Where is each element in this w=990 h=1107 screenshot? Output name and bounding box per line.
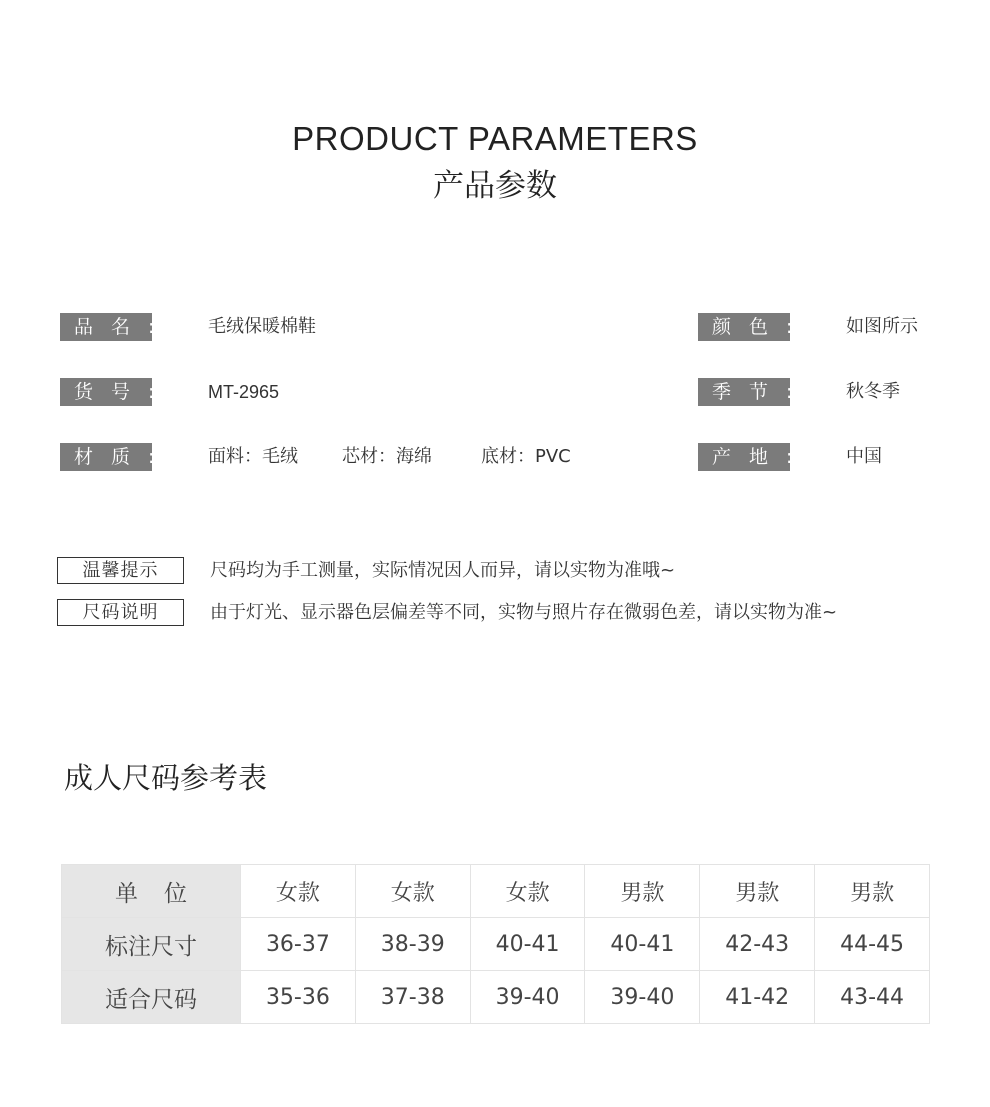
table-cell: 35-36 <box>241 971 356 1024</box>
table-cell: 39-40 <box>585 971 700 1024</box>
size-chart-table <box>61 864 930 1024</box>
table-cell: 男款 <box>585 865 700 918</box>
value-origin: 中国 <box>846 446 882 467</box>
tip-text-size-note: 由于灯光、显示器色层偏差等不同，实物与照片存在微弱色差，请以实物为准~ <box>210 602 838 623</box>
value-material-sole: 底材：PVC <box>481 446 571 467</box>
value-color: 如图所示 <box>846 316 918 337</box>
table-cell: 女款 <box>470 865 585 918</box>
row-header-unit: 单位 <box>62 865 241 918</box>
table-cell: 38-39 <box>355 918 470 971</box>
tip-text-warm-reminder: 尺码均为手工测量，实际情况因人而异，请以实物为准哦~ <box>210 560 676 581</box>
tip-label-size-note: 尺码说明 <box>57 599 184 626</box>
table-cell: 40-41 <box>470 918 585 971</box>
table-cell: 42-43 <box>700 918 815 971</box>
value-product-name: 毛绒保暖棉鞋 <box>208 316 316 337</box>
table-cell: 41-42 <box>700 971 815 1024</box>
table-cell: 女款 <box>241 865 356 918</box>
table-cell: 44-45 <box>815 918 930 971</box>
table-row <box>62 918 930 971</box>
row-header-labeled-size: 标注尺寸 <box>62 918 241 971</box>
title-chinese: 产品参数 <box>433 168 557 204</box>
table-cell: 40-41 <box>585 918 700 971</box>
label-item-number: 货号: <box>60 378 152 406</box>
value-material-core: 芯材：海绵 <box>342 446 432 467</box>
table-cell: 37-38 <box>355 971 470 1024</box>
tip-label-warm-reminder: 温馨提示 <box>57 557 184 584</box>
table-cell: 36-37 <box>241 918 356 971</box>
table-cell: 女款 <box>355 865 470 918</box>
value-material-fabric: 面料：毛绒 <box>208 446 298 467</box>
table-cell: 男款 <box>815 865 930 918</box>
row-header-fit-size: 适合尺码 <box>62 971 241 1024</box>
value-item-number: MT-2965 <box>208 382 280 402</box>
table-cell: 39-40 <box>470 971 585 1024</box>
size-chart-title: 成人尺码参考表 <box>64 761 268 795</box>
label-season: 季节: <box>698 378 790 406</box>
table-row <box>62 971 930 1024</box>
label-product-name: 品名: <box>60 313 152 341</box>
table-cell: 43-44 <box>815 971 930 1024</box>
table-cell: 男款 <box>700 865 815 918</box>
label-color: 颜色: <box>698 313 790 341</box>
table-row <box>62 865 930 918</box>
value-season: 秋冬季 <box>846 381 900 402</box>
title-english: PRODUCT PARAMETERS <box>292 120 698 157</box>
label-origin: 产地: <box>698 443 790 471</box>
label-material: 材质: <box>60 443 152 471</box>
